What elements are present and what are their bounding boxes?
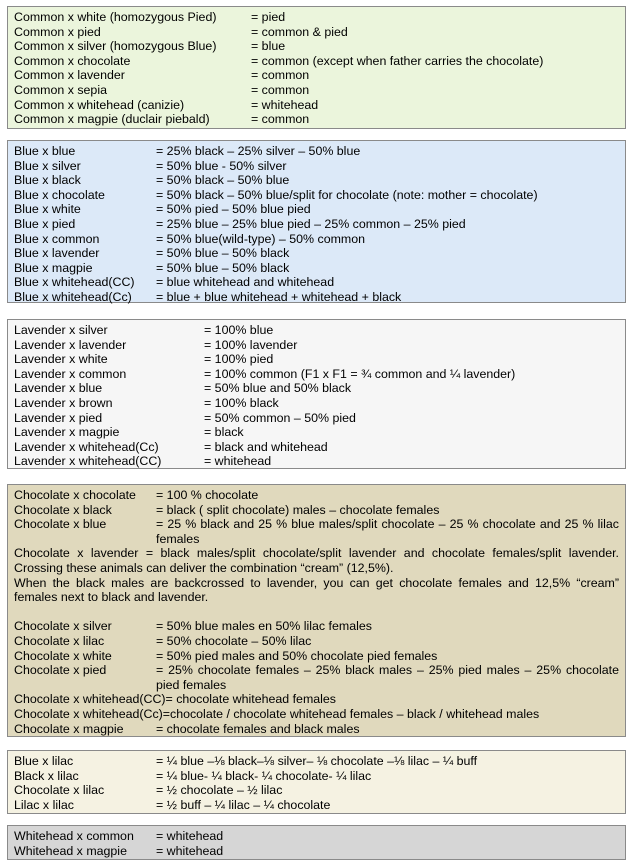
spacer (14, 605, 619, 620)
cross-row (14, 663, 619, 692)
cross-row (14, 829, 619, 844)
cross-result: = blue whitehead and whitehead (156, 275, 335, 290)
cross-pair: Common x silver (homozygous Blue) (14, 39, 217, 54)
cross-result: = 25% black – 25% silver – 50% blue (156, 144, 361, 158)
cross-row (14, 112, 619, 127)
cross-row (14, 232, 619, 247)
cross-pair: Chocolate x black (14, 502, 112, 517)
cross-result: = 100% common (F1 x F1 = ¾ common and ¼ lavender) (204, 366, 516, 381)
cross-row (14, 10, 619, 25)
cross-result: = black (204, 425, 244, 440)
cross-result: = 50% pied – 50% blue pied (156, 202, 311, 217)
cross-pair: Lavender x blue (14, 381, 103, 396)
cross-result: = 50% blue(wild-type) – 50% common (156, 231, 366, 246)
cross-row (14, 202, 619, 217)
cross-pair: Whitehead x common (14, 829, 134, 843)
cross-result: = 50% common – 50% pied (204, 410, 356, 425)
cross-row (14, 246, 619, 261)
whitehead-crosses-box (7, 825, 626, 860)
cross-result: = 50% blue males en 50% lilac females (156, 619, 372, 634)
cross-pair: Lavender x common (14, 366, 127, 381)
cross-row (14, 367, 619, 382)
cross-row (14, 783, 619, 798)
cross-result: = 50% blue - 50% silver (156, 158, 287, 173)
cross-pair: Lavender x white (14, 352, 108, 367)
cross-pair: Common x magpie (duclair piebald) (14, 112, 210, 127)
cross-row (14, 323, 619, 338)
cross-pair: Black x lilac (14, 768, 79, 783)
cross-row (14, 217, 619, 232)
cross-row (14, 649, 619, 664)
cross-pair: Blue x pied (14, 216, 76, 231)
cross-row (14, 769, 619, 784)
cross-result: = 100% pied (204, 352, 274, 367)
cross-row (14, 396, 619, 411)
cross-result: = blue (251, 39, 286, 54)
cross-pair: Blue x whitehead(Cc) (14, 289, 132, 304)
cross-result: = common (251, 68, 310, 83)
cross-pair: Common x whitehead (canizie) (14, 97, 185, 112)
cross-row (14, 798, 619, 813)
cross-result: = whitehead (156, 843, 224, 858)
cross-row (14, 68, 619, 83)
cross-row (14, 261, 619, 276)
cross-result: = 50% blue and 50% black (204, 381, 352, 396)
cross-paragraph: When the black males are backcrossed to lavender, you can get chocolate females and 12,5% “cream” females next to black and lavender. (14, 575, 619, 605)
cross-row (14, 173, 619, 188)
cross-result: = whitehead (251, 97, 319, 112)
cross-pair: Lavender x pied (14, 410, 103, 425)
cross-row (14, 634, 619, 649)
chocolate-crosses-box (7, 484, 626, 737)
cross-pair: Chocolate x blue (14, 517, 107, 532)
cross-pair: Common x lavender (14, 68, 125, 83)
cross-line (14, 707, 619, 722)
cross-result: = common (251, 82, 310, 97)
cross-row (14, 440, 619, 455)
cross-result: = pied (251, 10, 286, 24)
cross-pair: Blue x lavender (14, 246, 100, 261)
cross-pair: Blue x blue (14, 144, 76, 158)
cross-pair: Blue x chocolate (14, 187, 105, 202)
cross-pair: Blue x whitehead(CC) (14, 275, 135, 290)
cross-row (14, 275, 619, 290)
cross-pair: Lavender x whitehead(CC) (14, 454, 162, 469)
cross-row (14, 411, 619, 426)
lavender-crosses-box (7, 319, 626, 469)
cross-pair: Common x chocolate (14, 53, 131, 68)
cross-pair: Chocolate x pied (14, 663, 107, 678)
cross-pair: Lavender x silver (14, 323, 108, 337)
cross-row (14, 352, 619, 367)
cross-result: = 50% blue – 50% black (156, 260, 290, 275)
cross-result: = black ( split chocolate) males – chocolate females (156, 502, 440, 517)
cross-text: Chocolate x whitehead(Cc)=chocolate / chocolate whitehead females – black / whitehead males (14, 706, 540, 721)
cross-pair: Blue x magpie (14, 260, 93, 275)
cross-result: = blue + blue whitehead + whitehead + black (156, 289, 402, 304)
cross-pair: Blue x lilac (14, 754, 74, 768)
cross-row (14, 619, 619, 634)
cross-result: = black and whitehead (204, 439, 328, 454)
cross-pair: Chocolate x chocolate (14, 488, 136, 502)
cross-result: = 100% blue (204, 323, 274, 337)
cross-result: = ½ buff – ¼ lilac – ¼ chocolate (156, 797, 331, 812)
cross-row (14, 338, 619, 353)
cross-row (14, 188, 619, 203)
cross-row (14, 503, 619, 518)
cross-row (14, 159, 619, 174)
cross-pair: Common x white (homozygous Pied) (14, 10, 217, 24)
cross-row (14, 381, 619, 396)
cross-result: = whitehead (156, 829, 224, 843)
cross-pair: Chocolate x lilac (14, 783, 105, 798)
cross-result: = 50% chocolate – 50% lilac (156, 633, 312, 648)
cross-result: = 100% lavender (204, 337, 298, 352)
cross-result: = common (except when father carries the chocolate) (251, 53, 544, 68)
cross-pair: Lavender x whitehead(Cc) (14, 439, 159, 454)
cross-result: = 50% pied males and 50% chocolate pied females (156, 648, 438, 663)
cross-row (14, 25, 619, 40)
cross-result: = 25% blue – 25% blue pied – 25% common – 25% pied (156, 216, 466, 231)
cross-result: = 25% chocolate females – 25% black males – 25% pied males – 25% chocolate pied females (156, 663, 619, 692)
cross-pair: Lavender x magpie (14, 425, 120, 440)
cross-pair: Whitehead x magpie (14, 843, 127, 858)
cross-pair: Lilac x lilac (14, 797, 74, 812)
cross-pair: Blue x white (14, 202, 81, 217)
common-crosses-box (7, 6, 626, 129)
cross-row (14, 83, 619, 98)
cross-pair: Chocolate x white (14, 648, 112, 663)
cross-pair: Blue x black (14, 173, 81, 188)
cross-row (14, 98, 619, 113)
cross-row (14, 722, 619, 737)
cross-pair: Blue x common (14, 231, 100, 246)
cross-pair: Common x sepia (14, 82, 107, 97)
cross-line (14, 692, 619, 707)
cross-result: = ¼ blue –⅛ black–⅛ silver– ⅛ chocolate –⅛ lilac – ¼ buff (156, 754, 478, 768)
cross-row (14, 54, 619, 69)
cross-pair: Chocolate x silver (14, 619, 112, 634)
cross-result: = whitehead (204, 454, 272, 469)
cross-row (14, 454, 619, 469)
cross-row (14, 290, 619, 305)
cross-result: = ½ chocolate – ½ lilac (156, 783, 283, 798)
lilac-crosses-box (7, 750, 626, 814)
cross-result: = 50% blue – 50% black (156, 246, 290, 261)
blue-crosses-box (7, 140, 626, 303)
cross-text: Chocolate x whitehead(CC)= chocolate whitehead females (14, 692, 336, 707)
cross-pair: Blue x silver (14, 158, 81, 173)
cross-row (14, 488, 619, 503)
cross-pair: Lavender x lavender (14, 337, 127, 352)
cross-result: = 25 % black and 25 % blue males/split chocolate – 25 % chocolate and 25 % lilac females (156, 517, 619, 546)
cross-result: = common (251, 112, 310, 127)
cross-pair: Common x pied (14, 24, 101, 39)
cross-result: = 50% black – 50% blue (156, 173, 290, 188)
cross-pair: Lavender x brown (14, 395, 113, 410)
cross-pair: Chocolate x lilac (14, 633, 105, 648)
cross-result: = ¼ blue- ¼ black- ¼ chocolate- ¼ lilac (156, 768, 372, 783)
cross-row (14, 844, 619, 859)
cross-row (14, 517, 619, 546)
cross-result: = 50% black – 50% blue/split for chocolate (note: mother = chocolate) (156, 187, 538, 202)
cross-result: = 100 % chocolate (156, 488, 259, 502)
cross-row (14, 425, 619, 440)
cross-result: = common & pied (251, 24, 348, 39)
cross-pair: Chocolate x magpie (14, 721, 124, 736)
cross-row (14, 39, 619, 54)
cross-row (14, 144, 619, 159)
cross-result: = chocolate females and black males (156, 721, 360, 736)
cross-paragraph: Chocolate x lavender = black males/split chocolate/split lavender and chocolate females/split lavender. Crossing these animals can deliver the combination “cream” (12,5%). (14, 546, 619, 575)
cross-row (14, 754, 619, 769)
cross-result: = 100% black (204, 395, 279, 410)
